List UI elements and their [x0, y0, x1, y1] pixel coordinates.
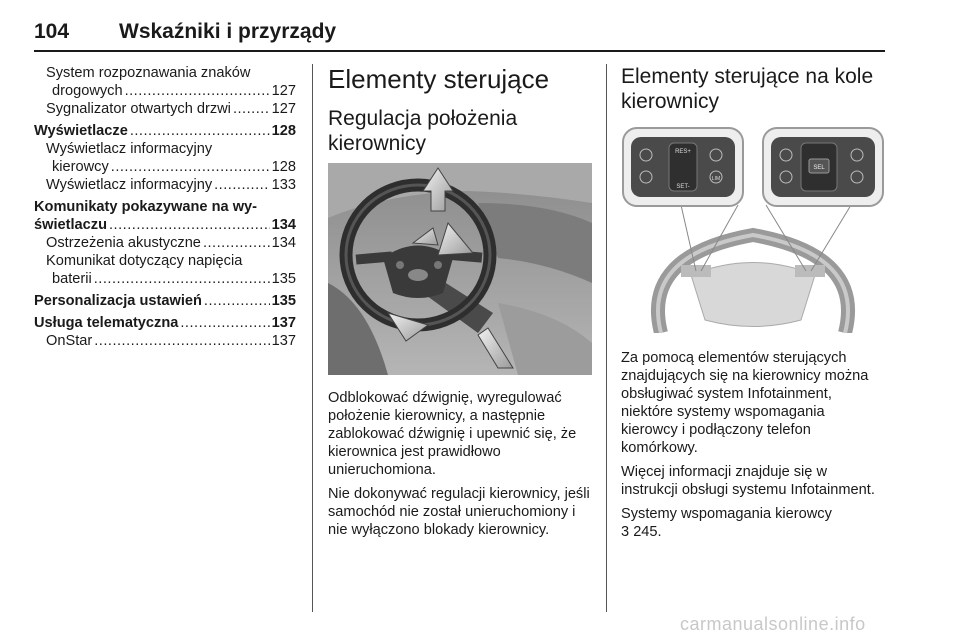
reference-page: 245. — [633, 524, 662, 540]
toc-entry-page: 134 — [271, 235, 296, 251]
toc-entry-title: Sygnalizator otwartych drzwi — [46, 101, 231, 117]
toc-entry-line: Wyświetlacz informacyjny — [46, 141, 213, 157]
toc-leader-dots — [204, 292, 270, 310]
page-header — [34, 12, 885, 52]
toc-entry[interactable] — [34, 158, 296, 176]
warning-paragraph: Nie dokonywać regulacji kierownicy, jeśli samochód nie został unieruchomiony i nie wyłączono blokady kierownicy. — [328, 486, 590, 538]
driver-assist-reference[interactable] — [621, 505, 883, 541]
toc-section-title: świetlaczu — [34, 217, 107, 233]
section-heading: Elementy sterujące na kole kierownicy — [621, 65, 874, 113]
toc-entry-title: baterii — [52, 271, 92, 287]
toc-section-title: Usługa telematyczna — [34, 315, 179, 331]
steering-adjustment-figure — [328, 163, 592, 375]
more-info-paragraph: Więcej informacji znajduje się w instrukcji obsługi systemu Infotainment. — [621, 464, 875, 498]
toc-entry-page: 127 — [271, 101, 296, 117]
wheel-controls-figure — [621, 125, 885, 333]
toc-section-line: Komunikaty pokazywane na wy- — [34, 199, 258, 215]
section-heading: Elementy sterujące — [328, 64, 550, 94]
column-divider-left — [312, 64, 313, 612]
toc-section[interactable] — [34, 216, 296, 234]
toc-entry-page: 133 — [271, 177, 296, 193]
toc-entry-title: drogowych — [52, 83, 123, 99]
toc-entry-page: 128 — [271, 159, 296, 175]
page-number: 104 — [34, 20, 70, 43]
right-text — [621, 349, 883, 541]
toc-entry-title: kierowcy — [52, 159, 109, 175]
toc-section-page: 134 — [271, 217, 296, 233]
sel-label: SEL — [813, 165, 825, 171]
toc-leader-dots — [94, 332, 269, 350]
toc-section-page: 128 — [271, 123, 296, 139]
toc-entry-title: OnStar — [46, 333, 93, 349]
column-divider-right — [606, 64, 607, 612]
reference-text: Systemy wspomagania kierowcy — [621, 506, 832, 522]
toc-entry[interactable] — [34, 270, 296, 288]
toc-leader-dots — [203, 234, 270, 252]
toc-section[interactable] — [34, 292, 296, 310]
steering-wheel-illustration — [328, 163, 592, 375]
wheel-controls-illustration — [621, 125, 885, 333]
toc-entry-title: Wyświetlacz informacyjny — [46, 177, 213, 193]
toc-leader-dots — [180, 314, 269, 332]
toc-entry[interactable] — [34, 82, 296, 100]
toc-section-page: 135 — [271, 293, 296, 309]
toc-leader-dots — [111, 158, 270, 176]
toc-entry-title: Ostrzeżenia akustyczne — [46, 235, 201, 251]
watermark: carmanualsonline.info — [680, 614, 866, 634]
middle-text — [328, 389, 590, 539]
toc-leader-dots — [214, 176, 270, 194]
toc-section-page: 137 — [271, 315, 296, 331]
res-label: RES+ — [675, 149, 691, 155]
toc-entry-line: System rozpoznawania znaków — [46, 65, 251, 81]
toc-entry-page: 137 — [271, 333, 296, 349]
reference-arrow-icon: 3 — [621, 524, 630, 540]
header-rule — [34, 50, 885, 52]
toc-leader-dots — [125, 82, 270, 100]
toc-entry-page: 135 — [271, 271, 296, 287]
toc-entry[interactable] — [34, 176, 296, 194]
right-column — [621, 64, 883, 114]
toc-section-title: Wyświetlacze — [34, 123, 128, 139]
toc-entry[interactable] — [34, 234, 296, 252]
lim-label: LIM — [711, 176, 721, 182]
page-title: Wskaźniki i przyrządy — [119, 20, 337, 43]
toc-section[interactable] — [34, 314, 296, 332]
toc-entry-page: 127 — [271, 83, 296, 99]
toc-entry-line: Komunikat dotyczący napięcia — [46, 253, 243, 269]
toc-entry[interactable] — [34, 332, 296, 350]
description-paragraph: Za pomocą elementów sterujących znajdujących się na kierownicy można obsługiwać system Infotainment, niektóre systemy wspomagania kierowcy i podłączony telefon komórkowy. — [621, 350, 869, 456]
toc-section-title: Personalizacja ustawień — [34, 293, 202, 309]
toc-leader-dots — [130, 122, 270, 140]
subsection-heading: Regulacja położenia kierownicy — [328, 107, 518, 155]
toc-leader-dots — [94, 270, 270, 288]
table-of-contents — [34, 64, 296, 350]
toc-entry[interactable] — [34, 100, 296, 118]
middle-column — [328, 64, 590, 156]
instruction-paragraph: Odblokować dźwignię, wyregulować położenie kierownicy, a następnie zablokować dźwignię i upewnić się, że kierownica jest prawidłowo unieruchomiona. — [328, 390, 577, 478]
toc-leader-dots — [109, 216, 270, 234]
toc-leader-dots — [233, 100, 270, 118]
toc-section[interactable] — [34, 122, 296, 140]
set-label: SET- — [676, 184, 690, 190]
